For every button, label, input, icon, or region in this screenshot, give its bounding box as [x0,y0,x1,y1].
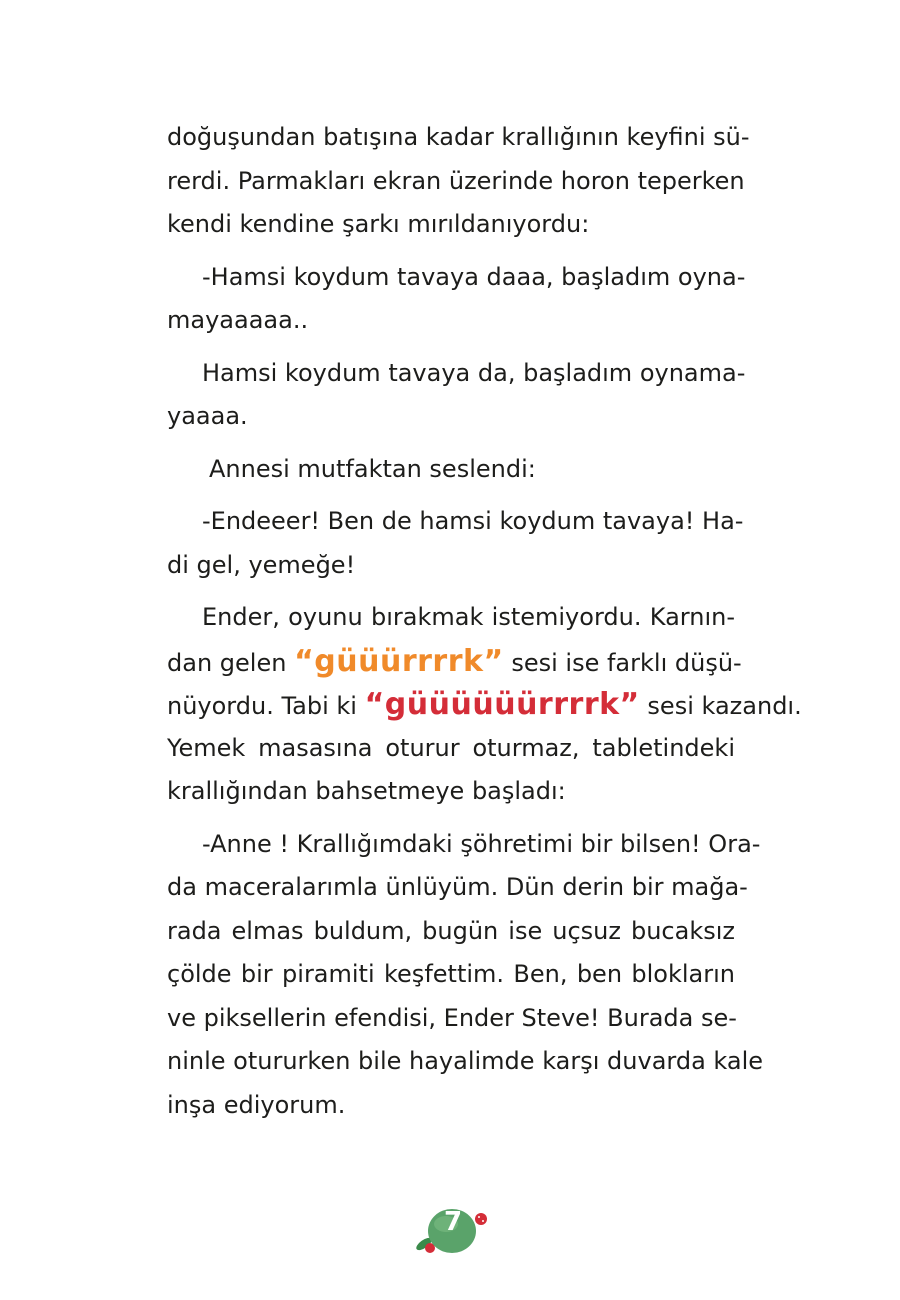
story-text [167,116,802,1127]
text-fragment: sesi ise farklı düşü- [511,648,742,677]
sound-effect-gurk: “güüürrrrk” [294,643,504,679]
text-fragment: dan gelen [167,648,287,677]
text-line: Yemek masasına oturur oturmaz, tabletindeki [167,733,735,762]
text-line: ninle otururken bile hayalimde karşı duvarda kale [167,1047,764,1075]
text-line: Hamsi koydum tavaya da, başladım oynama- [202,358,746,387]
text-line: da maceralarımla ünlüyüm. Dün derin bir mağa- [167,873,748,901]
text-line: Annesi mutfaktan seslendi: [209,454,536,483]
text-line: di gel, yemeğe! [167,550,356,579]
text-line-with-sound [167,683,802,727]
page-number: 7 [443,1207,463,1237]
text-line: Ender, oyunu bırakmak istemiyordu. Karnın- [202,603,735,631]
text-line: yaaaa. [167,402,248,430]
text-line: doğuşundan batışına kadar krallığının keyfini sü- [167,123,750,151]
text-line-with-sound [167,640,742,684]
text-line: -Endeeer! Ben de hamsi koydum tavaya! Ha- [202,507,744,535]
text-line: inşa ediyorum. [167,1090,346,1119]
text-line: ve piksellerin efendisi, Ender Steve! Burada se- [167,1003,737,1032]
text-line: kendi kendine şarkı mırıldanıyordu: [167,210,590,238]
text-line: -Hamsi koydum tavaya daaa, başladım oyna- [202,262,746,291]
text-line: -Anne ! Krallığımdaki şöhretimi bir bilsen! Ora- [202,829,761,858]
text-line: çölde bir piramiti keşfettim. Ben, ben blokların [167,960,735,988]
text-line: rada elmas buldum, bugün ise uçsuz bucaksız [167,916,735,945]
text-line: rerdi. Parmakları ekran üzerinde horon teperken [167,166,745,195]
text-fragment: sesi kazandı. [647,692,802,720]
strawberry-icon [475,1213,487,1225]
text-line: mayaaaaa.. [167,306,309,334]
text-line: krallığından bahsetmeye başladı: [167,777,566,805]
sound-effect-gurk-long: “güüüüüürrrrk” [364,687,640,722]
text-fragment: nüyordu. Tabi ki [167,692,357,720]
